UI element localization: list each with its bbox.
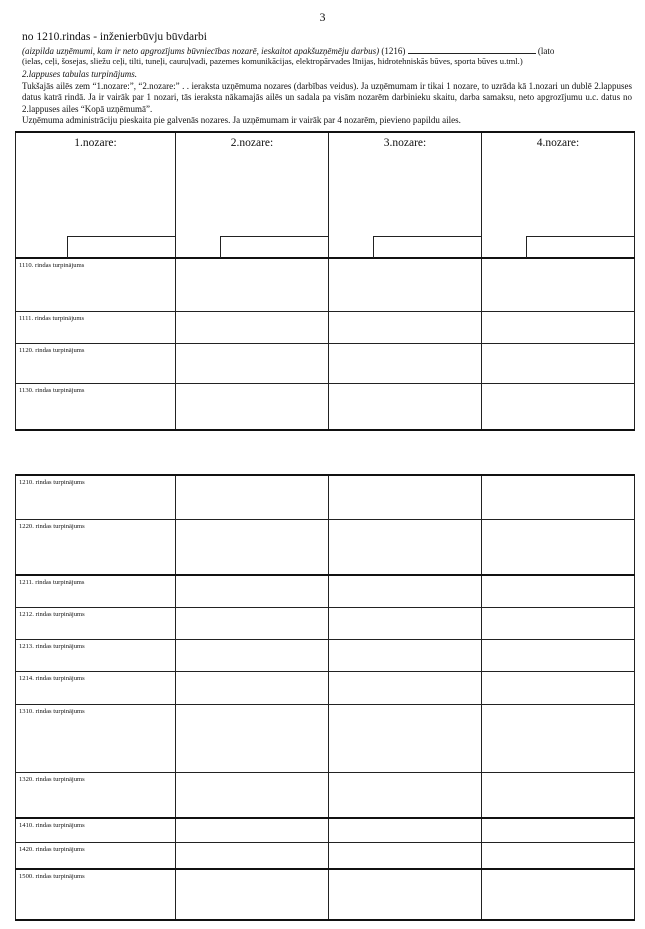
row-label: 1210. rindas turpinājums bbox=[16, 475, 176, 519]
row-label: 1130. rindas turpinājums bbox=[16, 383, 176, 430]
column-header bbox=[329, 132, 482, 258]
row-label: 1310. rindas turpinājums bbox=[16, 704, 176, 772]
industry-code-box[interactable] bbox=[373, 236, 482, 258]
value-cell[interactable] bbox=[329, 842, 482, 869]
value-cell[interactable] bbox=[482, 258, 635, 311]
value-cell[interactable] bbox=[176, 343, 329, 383]
table-row bbox=[16, 258, 635, 311]
table-row bbox=[16, 704, 635, 772]
row-label: 1410. rindas turpinājums bbox=[16, 818, 176, 842]
value-cell[interactable] bbox=[482, 639, 635, 671]
industry-code-box[interactable] bbox=[220, 236, 329, 258]
industry-table-lower bbox=[15, 474, 635, 921]
row-label: 1213. rindas turpinājums bbox=[16, 639, 176, 671]
row-label: 1111. rindas turpinājums bbox=[16, 311, 176, 343]
instruction-paragraph: Uzņēmuma administrāciju pieskaita pie galvenās nozares. Ja uzņēmumam ir vairāk par 4 nozarēm, pievieno papildu ailes. bbox=[22, 114, 461, 125]
subtitle-line bbox=[22, 44, 554, 56]
table-row bbox=[16, 575, 635, 607]
value-cell[interactable] bbox=[176, 575, 329, 607]
column-header-label: 2.nozare: bbox=[230, 137, 274, 149]
table-row bbox=[16, 842, 635, 869]
amount-blank-field[interactable] bbox=[408, 44, 536, 54]
value-cell[interactable] bbox=[329, 671, 482, 704]
value-cell[interactable] bbox=[482, 343, 635, 383]
column-header bbox=[482, 132, 635, 258]
table-row bbox=[16, 343, 635, 383]
table-row bbox=[16, 383, 635, 430]
value-cell[interactable] bbox=[176, 311, 329, 343]
value-cell[interactable] bbox=[329, 311, 482, 343]
examples-line: (ielas, ceļi, šosejas, sliežu ceļi, tilti, tuneļi, cauruļvadi, pazemes komunikācijas, elektropārvades līnijas, hidrotehniskās būves, sporta būves u.tml.) bbox=[22, 56, 523, 66]
subtitle-tail: (lato bbox=[537, 46, 555, 56]
column-header-label: 4.nozare: bbox=[536, 137, 580, 149]
row-label: 1420. rindas turpinājums bbox=[16, 842, 176, 869]
table-row bbox=[16, 869, 635, 920]
section-heading: no 1210.rindas - inženierbūvju būvdarbi bbox=[22, 31, 207, 43]
value-cell[interactable] bbox=[176, 475, 329, 519]
value-cell[interactable] bbox=[482, 607, 635, 639]
value-cell[interactable] bbox=[329, 869, 482, 920]
value-cell[interactable] bbox=[482, 671, 635, 704]
instructions bbox=[22, 81, 632, 126]
value-cell[interactable] bbox=[482, 842, 635, 869]
value-cell[interactable] bbox=[482, 704, 635, 772]
value-cell[interactable] bbox=[329, 475, 482, 519]
value-cell[interactable] bbox=[176, 258, 329, 311]
table-row bbox=[16, 671, 635, 704]
value-cell[interactable] bbox=[176, 772, 329, 818]
value-cell[interactable] bbox=[482, 575, 635, 607]
industry-code-box[interactable] bbox=[67, 236, 176, 258]
table-row bbox=[16, 639, 635, 671]
table-row bbox=[16, 607, 635, 639]
table-row bbox=[16, 818, 635, 842]
table-row bbox=[16, 772, 635, 818]
row-label: 1320. rindas turpinājums bbox=[16, 772, 176, 818]
value-cell[interactable] bbox=[329, 818, 482, 842]
value-cell[interactable] bbox=[329, 772, 482, 818]
row-label: 1214. rindas turpinājums bbox=[16, 671, 176, 704]
value-cell[interactable] bbox=[329, 607, 482, 639]
instruction-paragraph: Tukšajās ailēs zem “1.nozare:”, “2.nozare:” . . ieraksta uzņēmuma nozares (darbības veidus). Ja uzņēmumam ir tikai 1 nozare, to uzrāda kā 1.nozari un dublē 2.lappuses datus katrā rindā. Ja ir vairāk par 1 nozari, tās ieraksta nākamajās ailēs un sadala pa visām nozarēm darbinieku skaitu, darba samaksu, neto apgrozījumu u.c. datus no 2.lappuses ailes “Kopā uzņēmumā”. bbox=[22, 81, 632, 114]
row-label: 1120. rindas turpinājums bbox=[16, 343, 176, 383]
value-cell[interactable] bbox=[176, 869, 329, 920]
row-label: 1211. rindas turpinājums bbox=[16, 575, 176, 607]
value-cell[interactable] bbox=[329, 639, 482, 671]
subtitle-code: (1216) bbox=[381, 46, 406, 56]
row-label: 1220. rindas turpinājums bbox=[16, 519, 176, 575]
value-cell[interactable] bbox=[176, 818, 329, 842]
value-cell[interactable] bbox=[176, 639, 329, 671]
value-cell[interactable] bbox=[482, 869, 635, 920]
row-label: 1212. rindas turpinājums bbox=[16, 607, 176, 639]
value-cell[interactable] bbox=[482, 475, 635, 519]
header-row bbox=[16, 132, 635, 258]
column-header bbox=[176, 132, 329, 258]
value-cell[interactable] bbox=[176, 607, 329, 639]
page-number: 3 bbox=[319, 10, 326, 24]
value-cell[interactable] bbox=[329, 383, 482, 430]
value-cell[interactable] bbox=[482, 772, 635, 818]
value-cell[interactable] bbox=[176, 842, 329, 869]
value-cell[interactable] bbox=[329, 343, 482, 383]
column-header-label: 1.nozare: bbox=[74, 137, 117, 149]
value-cell[interactable] bbox=[482, 519, 635, 575]
value-cell[interactable] bbox=[329, 704, 482, 772]
value-cell[interactable] bbox=[176, 383, 329, 430]
industry-table-upper bbox=[15, 131, 635, 431]
value-cell[interactable] bbox=[482, 818, 635, 842]
industry-code-box[interactable] bbox=[526, 236, 635, 258]
value-cell[interactable] bbox=[176, 704, 329, 772]
column-header-label: 3.nozare: bbox=[383, 137, 427, 149]
value-cell[interactable] bbox=[329, 519, 482, 575]
value-cell[interactable] bbox=[176, 671, 329, 704]
table-row bbox=[16, 475, 635, 519]
value-cell[interactable] bbox=[482, 311, 635, 343]
value-cell[interactable] bbox=[329, 258, 482, 311]
table-row bbox=[16, 311, 635, 343]
table-row bbox=[16, 519, 635, 575]
row-label: 1110. rindas turpinājums bbox=[16, 258, 176, 311]
column-header bbox=[16, 132, 176, 258]
continuation-note: 2.lappuses tabulas turpinājums. bbox=[22, 69, 138, 79]
row-label: 1500. rindas turpinājums bbox=[16, 869, 176, 920]
value-cell[interactable] bbox=[482, 383, 635, 430]
subtitle-italic: (aizpilda uzņēmumi, kam ir neto apgrozījums būvniecības nozarē, ieskaitot apakšuzņēmēju darbus) bbox=[22, 46, 380, 56]
value-cell[interactable] bbox=[176, 519, 329, 575]
value-cell[interactable] bbox=[329, 575, 482, 607]
